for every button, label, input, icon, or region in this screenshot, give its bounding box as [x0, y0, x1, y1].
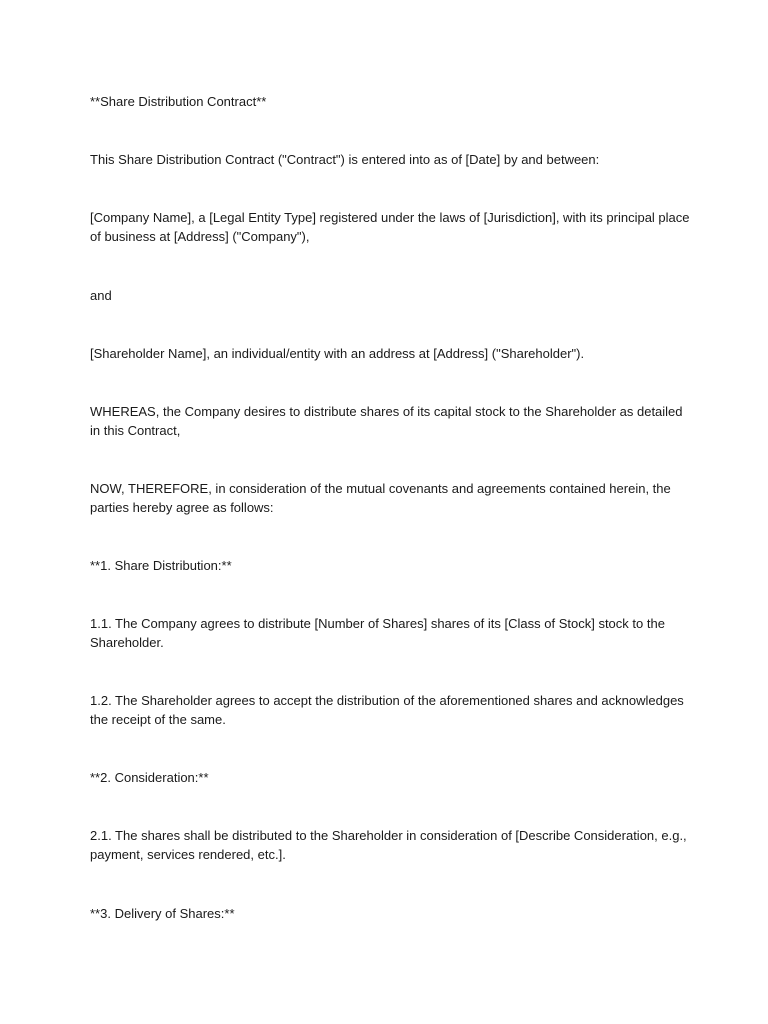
section-1-heading: **1. Share Distribution:** [90, 558, 232, 573]
company-party-paragraph: [Company Name], a [Legal Entity Type] registered under the laws of [Jurisdiction], with its principal place of business at [Address] ("Company"), [90, 210, 690, 244]
section-2-heading: **2. Consideration:** [90, 770, 209, 785]
clause-1-2: 1.2. The Shareholder agrees to accept the distribution of the aforementioned shares and acknowledges the receipt of the same. [90, 693, 684, 727]
shareholder-party-paragraph: [Shareholder Name], an individual/entity with an address at [Address] ("Shareholder"). [90, 346, 585, 361]
whereas-paragraph: WHEREAS, the Company desires to distribute shares of its capital stock to the Shareholder as detailed in this Contract, [90, 404, 683, 438]
document-title: **Share Distribution Contract** [90, 94, 267, 109]
section-3-heading: **3. Delivery of Shares:** [90, 906, 235, 921]
and-paragraph: and [90, 288, 112, 303]
clause-2-1: 2.1. The shares shall be distributed to the Shareholder in consideration of [Describe Consideration, e.g., payment, services rendered, etc.]. [90, 828, 687, 862]
intro-paragraph: This Share Distribution Contract ("Contract") is entered into as of [Date] by and between: [90, 152, 600, 167]
now-therefore-paragraph: NOW, THEREFORE, in consideration of the mutual covenants and agreements contained herein, the parties hereby agree as follows: [90, 481, 671, 515]
clause-1-1: 1.1. The Company agrees to distribute [Number of Shares] shares of its [Class of Stock] stock to the Shareholder. [90, 616, 665, 650]
